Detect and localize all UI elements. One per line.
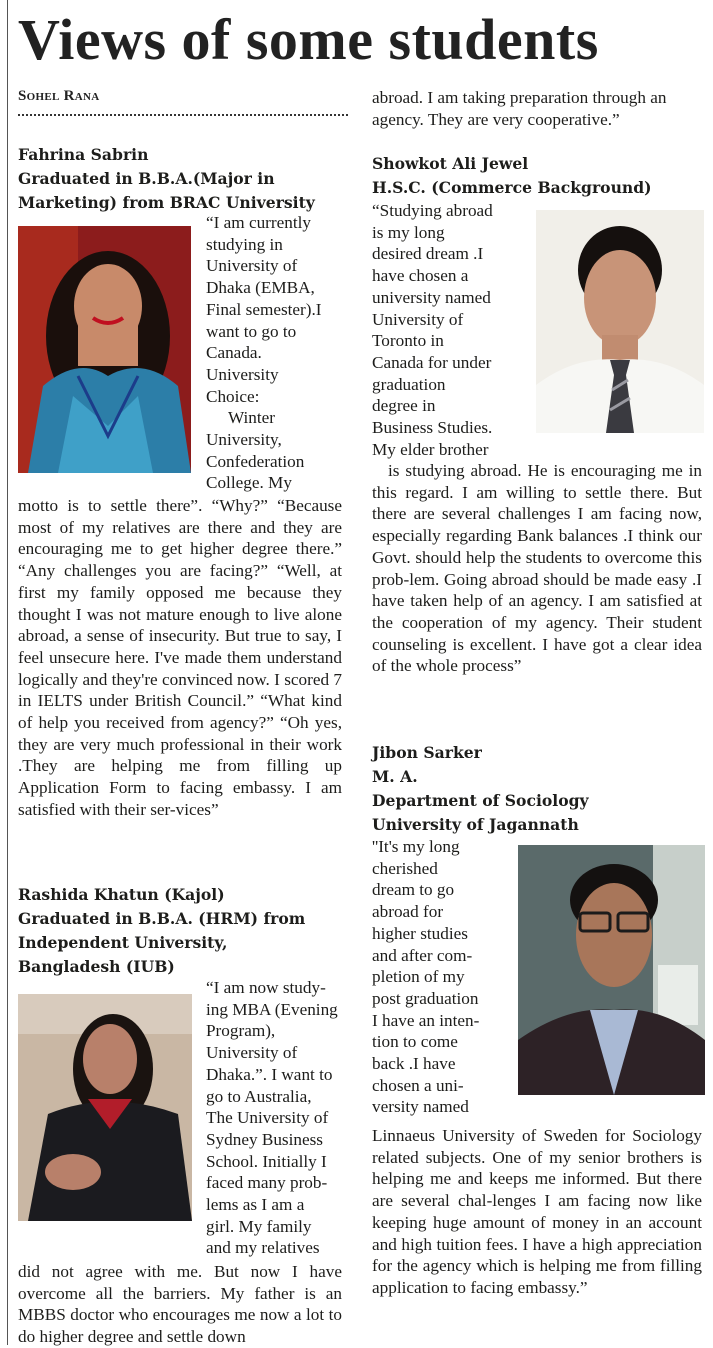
quote-line: go to Australia,: [206, 1086, 312, 1106]
student-quote-body: [18, 1261, 342, 1348]
quote-line: is my long: [372, 222, 445, 242]
student-heading: [372, 152, 707, 200]
quote-line: and my relatives: [206, 1238, 320, 1258]
quote-paragraph: [372, 460, 702, 677]
quote-line: abroad for: [372, 902, 444, 922]
quote-line: cherished: [372, 858, 438, 878]
portrait-photo-woman-blue-sari: [18, 226, 191, 473]
student-quote-lead: [372, 200, 532, 460]
student-name: Rashida Khatun (Kajol): [18, 885, 225, 904]
quote-line: My elder brother: [372, 439, 489, 459]
student-quote-body: [18, 495, 342, 821]
quote-line: post graduation: [372, 988, 479, 1008]
quote-line: Choice:: [206, 386, 260, 406]
quote-line: ''It's my long: [372, 837, 460, 856]
quote-line: have chosen a: [372, 266, 469, 286]
student-degree: Independent University,: [18, 933, 228, 952]
student-degree: H.S.C. (Commerce Background): [372, 178, 652, 197]
student-name: Showkot Ali Jewel: [372, 154, 529, 173]
student-degree: University of Jagannath: [372, 815, 579, 834]
quote-line: Canada for under: [372, 352, 492, 372]
quote-line: Canada.: [206, 343, 262, 363]
quote-line: degree in: [372, 396, 436, 416]
student-degree: Bangladesh (IUB): [18, 957, 175, 976]
quote-line: ing MBA (Evening: [206, 999, 338, 1019]
quote-line: desired dream .I: [372, 244, 484, 264]
student-degree: Marketing) from BRAC University: [18, 193, 315, 212]
student-degree: Graduated in B.B.A. (HRM) from: [18, 909, 306, 928]
quote-line: pletion of my: [372, 967, 465, 987]
headline: Views of some students: [18, 7, 599, 72]
quote-line: “I am now study-: [206, 978, 326, 997]
quote-line: and after com-: [372, 945, 473, 965]
quote-paragraph: Linnaeus University of Sweden for Sociology related subjects. One of my senior brothers is helping me and keeps me informed. But there are several chal-lenges I am facing now like keeping huge amount of money in an account and high tuition fees. I have a high appreciation for the agency which is helping me from filling application to facing embassy.”: [372, 1126, 702, 1297]
quote-line: University of: [372, 309, 464, 329]
student-degree: Graduated in B.B.A.(Major in: [18, 169, 275, 188]
quote-line: back .I have: [372, 1054, 456, 1074]
quote-line: higher studies: [372, 923, 468, 943]
student-name: Fahrina Sabrin: [18, 145, 149, 164]
quote-line: “I am currently: [206, 213, 311, 232]
portrait-photo-man-glasses: [518, 845, 705, 1095]
quote-line: faced many prob-: [206, 1173, 328, 1193]
quote-line: Confederation: [206, 451, 305, 471]
byline: Sohel Rana: [18, 88, 100, 104]
portrait-photo-man-tie: [536, 210, 704, 433]
student-quote-lead: [372, 836, 512, 1118]
quote-line: College. My: [206, 473, 292, 493]
column-rule: [7, 0, 8, 1345]
quote-line: Sydney Business: [206, 1129, 323, 1149]
quote-line: University of: [206, 1043, 298, 1063]
student-degree: Department of Sociology: [372, 791, 589, 810]
quote-line: versity named: [372, 1097, 469, 1117]
quote-line: University: [206, 364, 279, 384]
quote-line: Business Studies.: [372, 418, 493, 438]
student-heading: [372, 741, 707, 837]
quote-line: Program),: [206, 1021, 276, 1041]
quote-line: I have an inten-: [372, 1010, 480, 1030]
quote-line: want to go to: [206, 321, 297, 341]
student-heading: [18, 883, 353, 979]
student-quote-body: [372, 1125, 702, 1299]
quote-line: studying in: [206, 234, 283, 254]
student-name: Jibon Sarker: [372, 743, 482, 762]
quote-line: Toronto in: [372, 331, 444, 351]
quote-line: tion to come: [372, 1032, 458, 1052]
student-quote-body: [372, 460, 702, 677]
quote-paragraph: abroad. I am taking preparation through an agency. They are very cooperative.”: [372, 88, 667, 129]
portrait-photo-woman-graduation-gown: [18, 994, 192, 1221]
quote-line: University of: [206, 256, 298, 276]
student-quote-lead: [206, 212, 356, 494]
quote-line: School. Initially I: [206, 1151, 327, 1171]
quote-line: University,: [206, 430, 282, 450]
dotted-divider: [18, 114, 348, 116]
quote-line: chosen a uni-: [372, 1075, 464, 1095]
quote-line: girl. My family: [206, 1216, 312, 1236]
student-heading: [18, 143, 353, 215]
quote-paragraph: did not agree with me. But now I have overcome all the barriers. My father is an MBBS doctor who encourages me now a lot to do higher degree and settle down: [18, 1262, 342, 1347]
quote-paragraph: motto is to settle there”. “Why?” “Because most of my relatives are there and they are encouraging me to get higher degree there.” “Any challenges you are facing?” “Well, at first my family opposed me because they thought I was not mature enough to live alone abroad, a sense of insecurity. But true to say, I feel unsecure here. I've made them understand logically and they're convinced now. I scored 7 in IELTS under British Council.” “What kind of help you received from agency?” “Oh yes, they are very much professional in their work .They are helping me from filling up Application Form to facing embassy. I am satisfied with their ser-vices”: [18, 496, 342, 819]
quote-line: dream to go: [372, 880, 455, 900]
quote-line: university named: [372, 287, 491, 307]
quote-line: Dhaka (EMBA,: [206, 278, 315, 298]
quote-line: Winter: [228, 408, 276, 428]
quote-line: graduation: [372, 374, 446, 394]
quote-line: “Studying abroad: [372, 201, 493, 220]
quote-line: Final semester).I: [206, 299, 322, 319]
quote-text: is studying abroad. He is encouraging me in this regard. I am willing to settle there. But there are several challenges I am facing now, especially regarding Bank balances .I think our Govt. should help the students to overcome this prob-lem. Going abroad should be made easy .I have taken help of an agency. I am satisfied at the cooperation of my agency. Their student counseling is excellent. I have got a clear idea of the whole process”: [372, 461, 702, 676]
quote-line: The University of: [206, 1108, 329, 1128]
quote-line: lems as I am a: [206, 1195, 305, 1215]
quote-line: Dhaka.”. I want to: [206, 1064, 333, 1084]
student-degree: M. A.: [372, 767, 418, 786]
student-quote-lead: [206, 977, 356, 1259]
student-quote-continued: [372, 87, 697, 130]
